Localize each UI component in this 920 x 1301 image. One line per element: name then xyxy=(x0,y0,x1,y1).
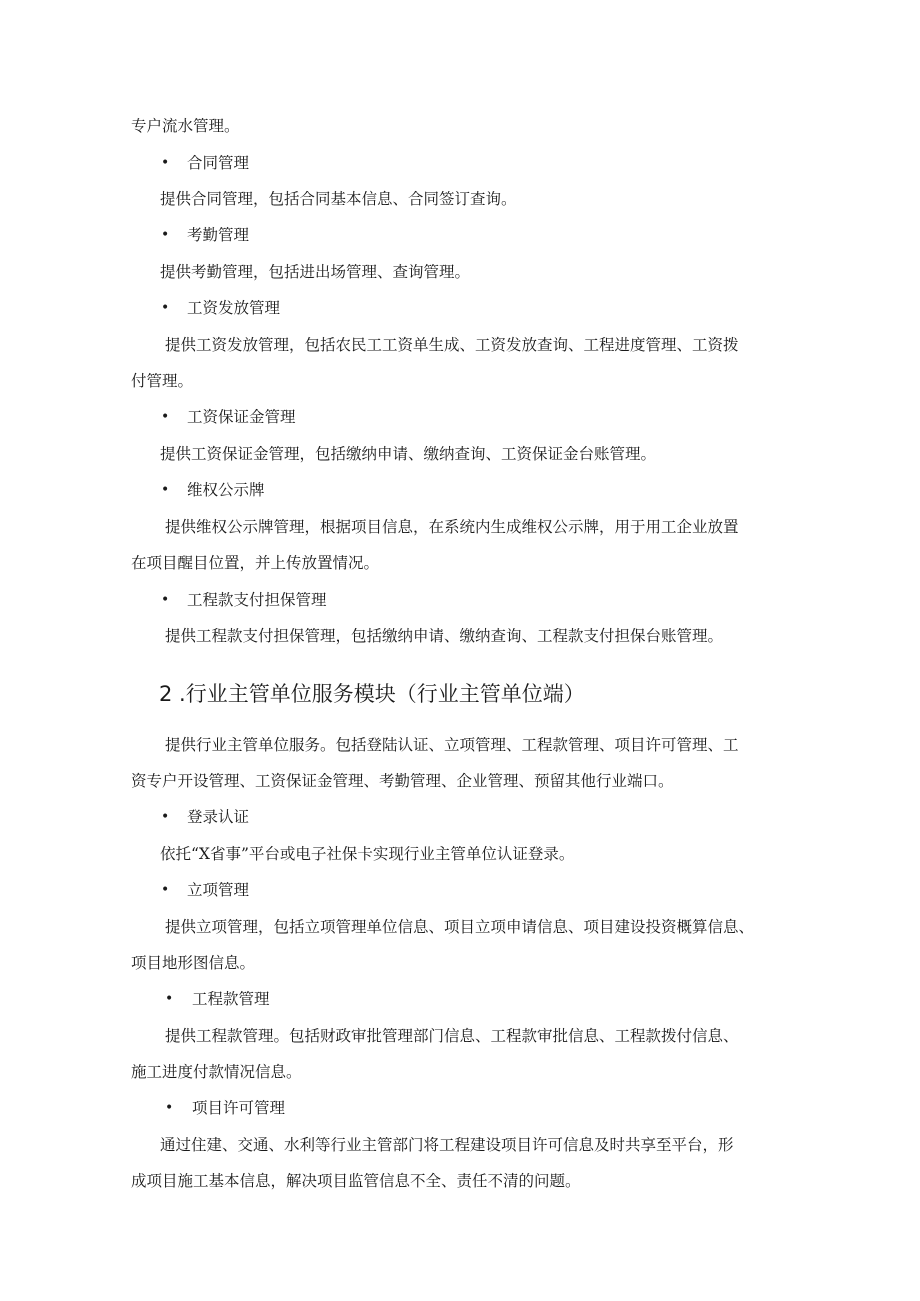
paragraph-text: 在项目醒目位置，并上传放置情况。 xyxy=(131,554,380,572)
bullet-icon: • xyxy=(161,155,170,171)
paragraph-text: 提供行业主管单位服务。包括登陆认证、立项管理、工程款管理、项目许可管理、工 xyxy=(165,736,739,754)
bullet-label: 立项管理 xyxy=(187,881,250,899)
bullet-label: 工程款管理 xyxy=(192,990,270,1008)
bullet-label: 项目许可管理 xyxy=(192,1099,286,1117)
paragraph-text: 提供工资保证金管理，包括缴纳申请、缴纳查询、工资保证金台账管理。 xyxy=(160,445,657,463)
paragraph-text: 资专户开设管理、工资保证金管理、考勤管理、企业管理、预留其他行业端口。 xyxy=(131,772,674,790)
paragraph-text: 专户流水管理。 xyxy=(131,117,240,135)
bullet-label: 工资发放管理 xyxy=(187,299,281,317)
bullet-icon: • xyxy=(161,300,170,316)
bullet-label: 工资保证金管理 xyxy=(187,408,296,426)
bullet-label: 维权公示牌 xyxy=(187,481,265,499)
paragraph-text: 依托“X省事”平台或电子社保卡实现行业主管单位认证登录。 xyxy=(160,845,575,863)
paragraph-text: 施工进度付款情况信息。 xyxy=(131,1063,302,1081)
bullet-icon: • xyxy=(161,409,170,425)
bullet-icon: • xyxy=(161,809,170,825)
bullet-icon: • xyxy=(165,1100,174,1116)
paragraph-text: 提供工程款管理。包括财政审批管理部门信息、工程款审批信息、工程款拨付信息、 xyxy=(165,1027,739,1045)
bullet-label: 工程款支付担保管理 xyxy=(187,591,327,609)
section-heading: 2 .行业主管单位服务模块（行业主管单位端） xyxy=(159,682,585,706)
bullet-label: 考勤管理 xyxy=(187,226,250,244)
paragraph-text: 提供维权公示牌管理，根据项目信息，在系统内生成维权公示牌，用于用工企业放置 xyxy=(165,518,739,536)
paragraph-text: 成项目施工基本信息，解决项目监管信息不全、责任不清的问题。 xyxy=(131,1172,581,1190)
paragraph-text: 提供考勤管理，包括进出场管理、查询管理。 xyxy=(160,263,471,281)
paragraph-text: 项目地形图信息。 xyxy=(131,954,256,972)
paragraph-text: 提供合同管理，包括合同基本信息、合同签订查询。 xyxy=(160,190,517,208)
bullet-icon: • xyxy=(161,482,170,498)
bullet-icon: • xyxy=(161,227,170,243)
paragraph-text: 提供立项管理，包括立项管理单位信息、项目立项申请信息、项目建设投资概算信息、 xyxy=(165,918,755,936)
bullet-label: 合同管理 xyxy=(187,154,250,172)
paragraph-text: 提供工资发放管理，包括农民工工资单生成、工资发放查询、工程进度管理、工资拨 xyxy=(165,336,739,354)
paragraph-text: 提供工程款支付担保管理，包括缴纳申请、缴纳查询、工程款支付担保台账管理。 xyxy=(165,627,724,645)
bullet-icon: • xyxy=(161,882,170,898)
paragraph-text: 通过住建、交通、水利等行业主管部门将工程建设项目许可信息及时共享至平台，形 xyxy=(160,1136,734,1154)
bullet-icon: • xyxy=(161,592,170,608)
bullet-icon: • xyxy=(165,991,174,1007)
paragraph-text: 付管理。 xyxy=(131,372,194,390)
bullet-label: 登录认证 xyxy=(187,808,250,826)
